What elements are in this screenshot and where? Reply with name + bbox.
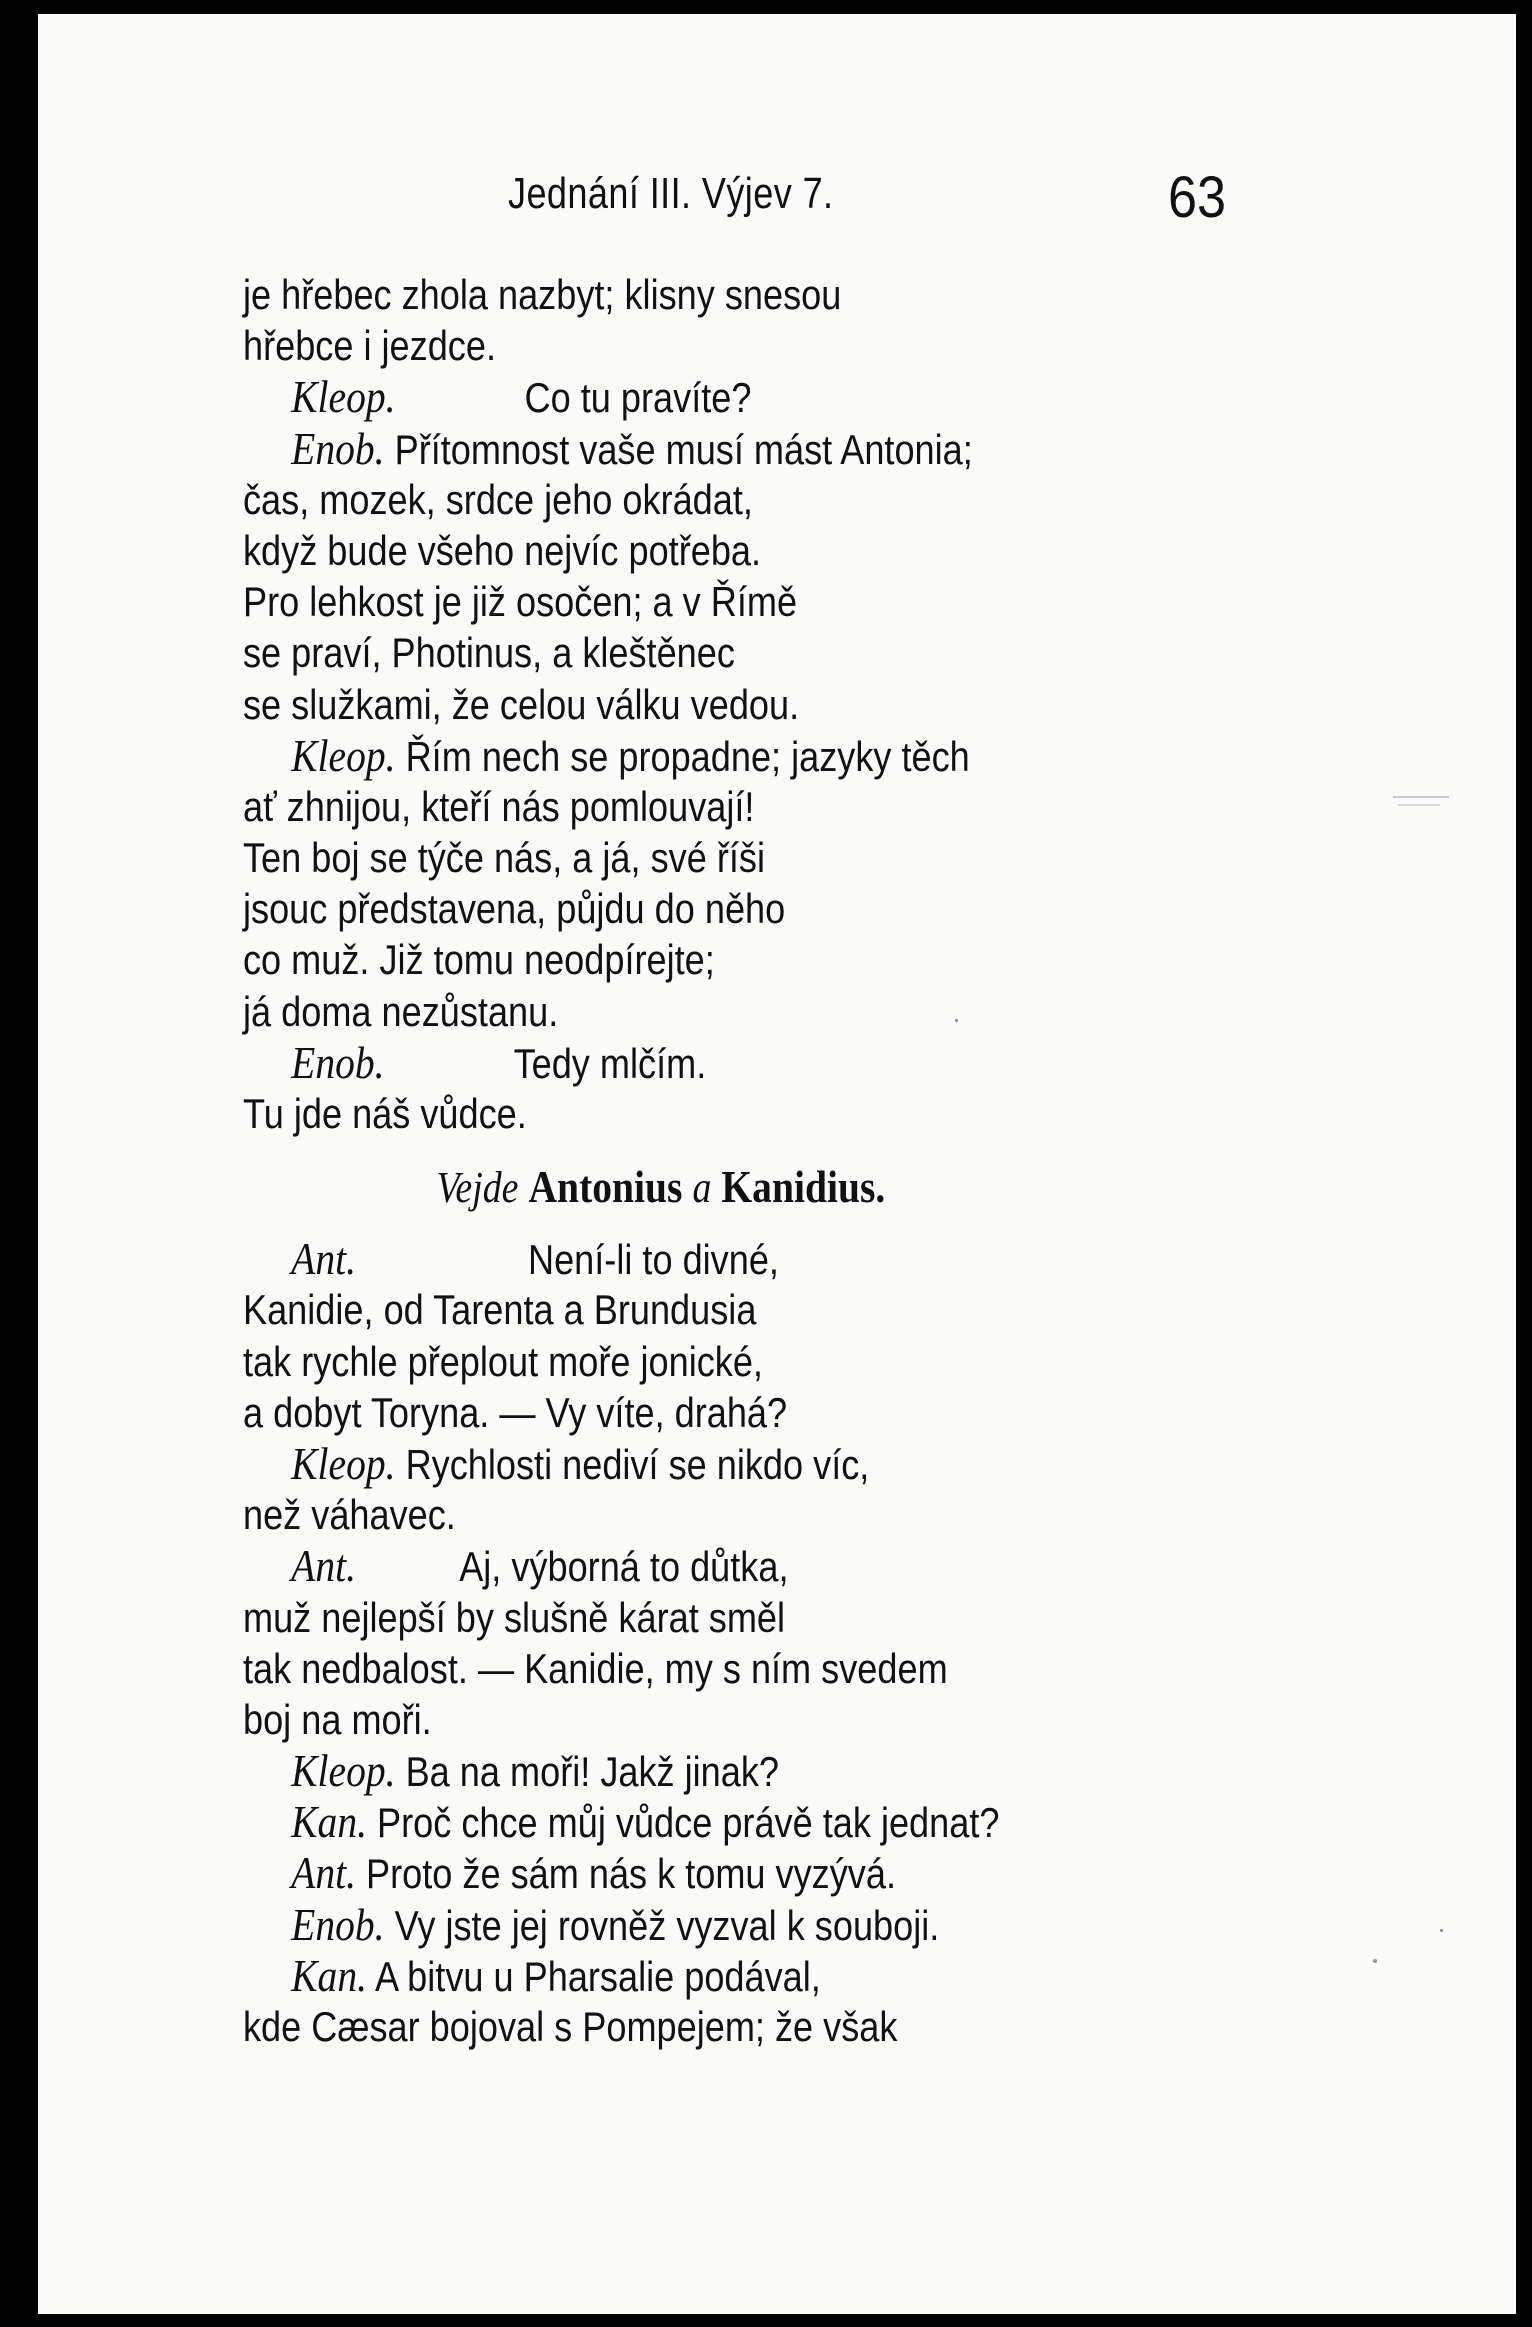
stage-conj: a bbox=[692, 1163, 712, 1213]
text-line bbox=[243, 1847, 1189, 1898]
text-line bbox=[243, 1899, 1189, 1950]
page-number: 63 bbox=[1168, 165, 1227, 230]
line-text: tak rychle přeplout moře jonické, bbox=[243, 1337, 763, 1385]
text-line bbox=[243, 986, 1189, 1037]
line-text: jsouc představena, půjdu do něho bbox=[243, 885, 786, 933]
text-line bbox=[243, 1643, 1189, 1694]
speaker-name: Enob. bbox=[291, 1898, 385, 1950]
text-line bbox=[243, 883, 1189, 934]
line-text: Pro lehkost je již osočen; a v Římě bbox=[243, 578, 798, 626]
text-line bbox=[243, 730, 1189, 781]
text-line bbox=[243, 1387, 1189, 1438]
speaker-name: Kleop. bbox=[291, 371, 396, 423]
speaker-name: Kleop. bbox=[291, 1745, 396, 1797]
text-line bbox=[243, 1088, 1189, 1139]
line-text: muž nejlepší by slušně kárat směl bbox=[243, 1593, 786, 1641]
text-line bbox=[243, 1592, 1189, 1643]
speaker-gap bbox=[356, 1850, 366, 1897]
text-line bbox=[243, 781, 1189, 832]
speck bbox=[955, 1019, 958, 1022]
line-text: Co tu pravíte? bbox=[524, 374, 752, 422]
text-line bbox=[243, 934, 1189, 985]
line-text: Ten boj se týče nás, a já, své říši bbox=[243, 834, 765, 882]
line-text: boj na moři. bbox=[243, 1695, 432, 1743]
margin-mark bbox=[1393, 796, 1449, 798]
speaker-name: Ant. bbox=[291, 1233, 356, 1285]
line-text: A bitvu u Pharsalie podával, bbox=[375, 1952, 821, 2000]
speaker-name: Ant. bbox=[291, 1540, 356, 1592]
text-line bbox=[243, 1796, 1189, 1847]
line-text: Proto že sám nás k tomu vyzývá. bbox=[366, 1850, 896, 1898]
text-line bbox=[243, 269, 1189, 320]
line-text: Aj, výborná to důtka, bbox=[459, 1543, 789, 1591]
line-text: Kanidie, od Tarenta a Brundusia bbox=[243, 1286, 757, 1334]
speck bbox=[1373, 1959, 1377, 1963]
speaker-gap bbox=[385, 1902, 395, 1949]
text-line bbox=[243, 1233, 1189, 1284]
line-text: Není-li to divné, bbox=[527, 1236, 779, 1284]
text-line bbox=[243, 1540, 1189, 1591]
line-text: Ba na moři! Jakž jinak? bbox=[405, 1748, 780, 1796]
text-line bbox=[243, 679, 1189, 730]
text-line bbox=[243, 525, 1189, 576]
text-line bbox=[243, 1284, 1189, 1335]
line-text: Proč chce můj vůdce právě tak jednat? bbox=[377, 1799, 1000, 1847]
speaker-gap bbox=[396, 1441, 406, 1488]
line-text: se praví, Photinus, a kleštěnec bbox=[243, 629, 735, 677]
line-text: Řím nech se propadne; jazyky těch bbox=[405, 732, 970, 780]
running-header: Jednání III. Výjev 7. bbox=[508, 169, 834, 218]
line-text: Přítomnost vaše musí mást Antonia; bbox=[394, 425, 973, 473]
line-text: ať zhnijou, kteří nás pomlouvají! bbox=[243, 782, 755, 830]
speaker-name: Enob. bbox=[291, 1036, 385, 1088]
stage-direction bbox=[243, 1147, 1189, 1227]
line-text: co muž. Již tomu neodpírejte; bbox=[243, 936, 715, 984]
text-line bbox=[243, 2001, 1189, 2052]
line-text: než váhavec. bbox=[243, 1491, 456, 1539]
text-line bbox=[243, 1336, 1189, 1387]
line-text: když bude všeho nejvíc potřeba. bbox=[243, 526, 762, 574]
speaker-name: Enob. bbox=[291, 422, 385, 474]
text-line bbox=[243, 1950, 1189, 2001]
line-text: kde Cæsar bojoval s Pompejem; že však bbox=[243, 2003, 898, 2050]
text-line bbox=[243, 1438, 1189, 1489]
text-line bbox=[243, 320, 1189, 371]
text-line bbox=[243, 832, 1189, 883]
text-line bbox=[243, 423, 1189, 474]
book-page bbox=[38, 14, 1516, 2314]
line-text: tak nedbalost. — Kanidie, my s ním svedem bbox=[243, 1644, 948, 1692]
speaker-name: Kan. bbox=[291, 1796, 368, 1848]
line-text: hřebce i jezdce. bbox=[243, 322, 496, 370]
speaker-name: Kleop. bbox=[291, 729, 396, 781]
line-text: já doma nezůstanu. bbox=[243, 987, 559, 1035]
line-text: Tedy mlčím. bbox=[513, 1039, 707, 1087]
speaker-name: Kleop. bbox=[291, 1437, 396, 1489]
speaker-gap bbox=[367, 1799, 377, 1846]
line-text: Rychlosti nediví se nikdo víc, bbox=[405, 1440, 870, 1488]
stage-name-2: Kanidius. bbox=[721, 1161, 886, 1213]
text-line bbox=[243, 1037, 1189, 1088]
text-line bbox=[243, 371, 1189, 422]
dialogue-block-2 bbox=[243, 1233, 1343, 2052]
dialogue-block-1 bbox=[243, 269, 1343, 1139]
text-line bbox=[243, 1694, 1189, 1745]
line-text: čas, mozek, srdce jeho okrádat, bbox=[243, 475, 753, 523]
speaker-gap bbox=[367, 1953, 375, 2000]
stage-verb: Vejde bbox=[436, 1163, 519, 1213]
text-line bbox=[243, 627, 1189, 678]
page-body bbox=[243, 269, 1343, 2052]
speaker-gap bbox=[385, 426, 395, 473]
text-line bbox=[243, 1745, 1189, 1796]
line-text: se služkami, že celou válku vedou. bbox=[243, 680, 800, 728]
line-text: a dobyt Toryna. — Vy víte, drahá? bbox=[243, 1388, 788, 1436]
margin-mark bbox=[1398, 804, 1440, 806]
speaker-gap bbox=[396, 1748, 406, 1795]
speck bbox=[1440, 1929, 1443, 1932]
text-line bbox=[243, 1489, 1189, 1540]
speaker-name: Kan. bbox=[291, 1949, 368, 2001]
line-text: Vy jste jej rovněž vyzval k souboji. bbox=[394, 1901, 940, 1949]
line-text: je hřebec zhola nazbyt; klisny snesou bbox=[243, 271, 842, 318]
line-text: Tu jde náš vůdce. bbox=[243, 1090, 527, 1137]
stage-name-1: Antonius bbox=[528, 1161, 683, 1213]
speaker-name: Ant. bbox=[291, 1847, 356, 1899]
text-line bbox=[243, 474, 1189, 525]
text-line bbox=[243, 576, 1189, 627]
speaker-gap bbox=[396, 733, 406, 780]
